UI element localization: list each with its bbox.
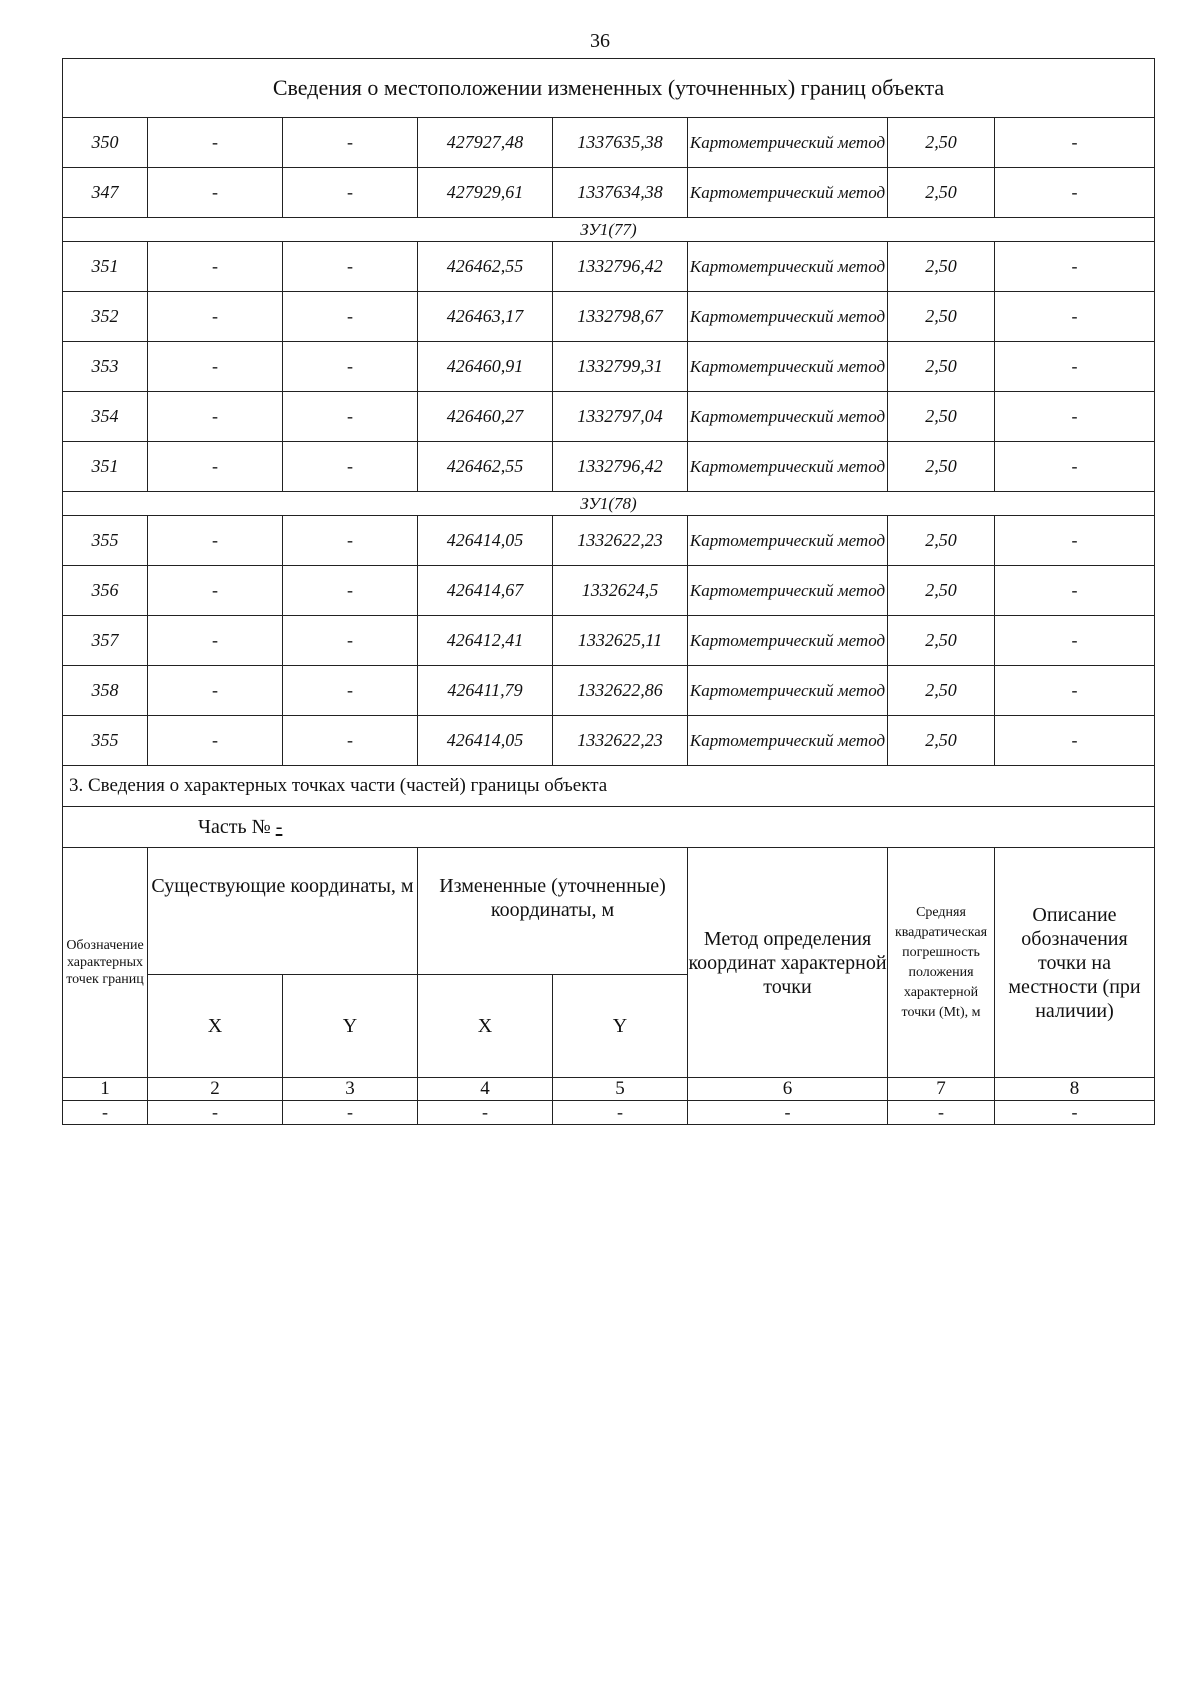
cell-ex-y: -: [283, 516, 418, 566]
rows-group-c: [63, 516, 1155, 766]
header-changed-y: Y: [553, 975, 688, 1078]
header-existing-y: Y: [283, 975, 418, 1078]
cell-method: Картометрический метод: [688, 616, 888, 666]
table-row: [63, 292, 1155, 342]
cell-y: 1337635,38: [553, 118, 688, 168]
cell-ex-y: -: [283, 392, 418, 442]
part-value: -: [275, 815, 283, 838]
cell-ex-x: -: [148, 616, 283, 666]
cell-mt: 2,50: [888, 342, 995, 392]
cell-y: 1337634,38: [553, 168, 688, 218]
cell-desc: -: [995, 168, 1155, 218]
cell-desc: -: [995, 566, 1155, 616]
cell-x: 426462,55: [418, 442, 553, 492]
cell-ex-y: -: [283, 666, 418, 716]
cell-desc: -: [995, 242, 1155, 292]
header-description: Описание обозначения точки на местности (при наличии): [995, 848, 1155, 1078]
cell-point: 350: [63, 118, 148, 168]
cell-ex-y: -: [283, 342, 418, 392]
cell-point: 347: [63, 168, 148, 218]
table-row: [63, 118, 1155, 168]
empty-cell-3: -: [283, 1101, 418, 1125]
table-row: [63, 242, 1155, 292]
cell-point: 351: [63, 242, 148, 292]
rows-group-b: [63, 242, 1155, 492]
cell-desc: -: [995, 516, 1155, 566]
cell-mt: 2,50: [888, 516, 995, 566]
part-row: [63, 807, 1155, 848]
section-title: Сведения о местоположении измененных (уточненных) границ объекта: [63, 59, 1155, 118]
cell-method: Картометрический метод: [688, 168, 888, 218]
cell-x: 427929,61: [418, 168, 553, 218]
cell-x: 427927,48: [418, 118, 553, 168]
header-existing-coords: Существующие координаты, м: [148, 848, 418, 975]
rows-group-a: [63, 118, 1155, 218]
cell-ex-x: -: [148, 342, 283, 392]
header-method: Метод определения координат характерной точки: [688, 848, 888, 1078]
cell-ex-y: -: [283, 616, 418, 666]
cell-desc: -: [995, 342, 1155, 392]
empty-cell-2: -: [148, 1101, 283, 1125]
cell-method: Картометрический метод: [688, 292, 888, 342]
header-mt: Средняя квадратическая погрешность положения характерной точки (Mt), м: [888, 848, 995, 1078]
header-existing-x: X: [148, 975, 283, 1078]
section3-title: 3. Сведения о характерных точках части (частей) границы объекта: [63, 766, 1155, 807]
table-row: [63, 566, 1155, 616]
column-number-8: 8: [995, 1078, 1155, 1101]
header-point-designation: Обозначение характерных точек границ: [63, 848, 148, 1078]
cell-ex-y: -: [283, 716, 418, 766]
cell-method: Картометрический метод: [688, 666, 888, 716]
cell-ex-x: -: [148, 118, 283, 168]
cell-desc: -: [995, 616, 1155, 666]
table-row: [63, 666, 1155, 716]
cell-method: Картометрический метод: [688, 242, 888, 292]
column-number-6: 6: [688, 1078, 888, 1101]
cell-mt: 2,50: [888, 292, 995, 342]
cell-ex-y: -: [283, 292, 418, 342]
cell-method: Картометрический метод: [688, 442, 888, 492]
table-row: [63, 616, 1155, 666]
cell-mt: 2,50: [888, 242, 995, 292]
cell-mt: 2,50: [888, 616, 995, 666]
cell-point: 357: [63, 616, 148, 666]
cell-desc: -: [995, 442, 1155, 492]
cell-point: 351: [63, 442, 148, 492]
cell-ex-y: -: [283, 566, 418, 616]
header-changed-coords: Измененные (уточненные) координаты, м: [418, 848, 688, 975]
table-row: [63, 392, 1155, 442]
cell-ex-x: -: [148, 716, 283, 766]
cell-y: 1332625,11: [553, 616, 688, 666]
table-row: [63, 168, 1155, 218]
cell-method: Картометрический метод: [688, 716, 888, 766]
cell-y: 1332796,42: [553, 242, 688, 292]
cell-mt: 2,50: [888, 666, 995, 716]
cell-y: 1332799,31: [553, 342, 688, 392]
page-number: 36: [590, 30, 610, 52]
empty-cell-8: -: [995, 1101, 1155, 1125]
table-row: [63, 342, 1155, 392]
cell-mt: 2,50: [888, 118, 995, 168]
cell-ex-y: -: [283, 118, 418, 168]
column-number-1: 1: [63, 1078, 148, 1101]
cell-method: Картометрический метод: [688, 566, 888, 616]
empty-cell-6: -: [688, 1101, 888, 1125]
cell-ex-x: -: [148, 168, 283, 218]
cell-method: Картометрический метод: [688, 118, 888, 168]
cell-point: 356: [63, 566, 148, 616]
column-numbers-row: [63, 1078, 1155, 1101]
table-row: [63, 716, 1155, 766]
cell-ex-x: -: [148, 666, 283, 716]
cell-x: 426460,27: [418, 392, 553, 442]
cell-x: 426414,05: [418, 516, 553, 566]
cell-x: 426414,05: [418, 716, 553, 766]
cell-x: 426414,67: [418, 566, 553, 616]
cell-point: 358: [63, 666, 148, 716]
cell-mt: 2,50: [888, 442, 995, 492]
cell-y: 1332797,04: [553, 392, 688, 442]
cell-x: 426411,79: [418, 666, 553, 716]
cell-method: Картометрический метод: [688, 392, 888, 442]
cell-y: 1332796,42: [553, 442, 688, 492]
cell-ex-y: -: [283, 168, 418, 218]
cell-x: 426460,91: [418, 342, 553, 392]
column-number-7: 7: [888, 1078, 995, 1101]
group-label-77: ЗУ1(77): [63, 218, 1155, 242]
table-row: [63, 442, 1155, 492]
cell-ex-x: -: [148, 292, 283, 342]
cell-point: 355: [63, 716, 148, 766]
cell-ex-x: -: [148, 566, 283, 616]
cell-desc: -: [995, 118, 1155, 168]
cell-desc: -: [995, 666, 1155, 716]
column-number-2: 2: [148, 1078, 283, 1101]
cell-mt: 2,50: [888, 566, 995, 616]
cell-mt: 2,50: [888, 392, 995, 442]
cell-y: 1332798,67: [553, 292, 688, 342]
boundary-table: [62, 58, 1155, 1125]
cell-ex-x: -: [148, 516, 283, 566]
cell-ex-x: -: [148, 242, 283, 292]
cell-y: 1332622,86: [553, 666, 688, 716]
cell-y: 1332622,23: [553, 516, 688, 566]
cell-desc: -: [995, 716, 1155, 766]
cell-desc: -: [995, 392, 1155, 442]
empty-cell-4: -: [418, 1101, 553, 1125]
empty-cell-5: -: [553, 1101, 688, 1125]
table-row: [63, 516, 1155, 566]
empty-cell-1: -: [63, 1101, 148, 1125]
cell-point: 353: [63, 342, 148, 392]
column-number-4: 4: [418, 1078, 553, 1101]
cell-mt: 2,50: [888, 168, 995, 218]
empty-cell-7: -: [888, 1101, 995, 1125]
cell-mt: 2,50: [888, 716, 995, 766]
cell-y: 1332624,5: [553, 566, 688, 616]
cell-method: Картометрический метод: [688, 516, 888, 566]
cell-x: 426412,41: [418, 616, 553, 666]
column-number-3: 3: [283, 1078, 418, 1101]
cell-desc: -: [995, 292, 1155, 342]
cell-point: 355: [63, 516, 148, 566]
cell-ex-x: -: [148, 442, 283, 492]
cell-ex-y: -: [283, 242, 418, 292]
cell-point: 354: [63, 392, 148, 442]
cell-method: Картометрический метод: [688, 342, 888, 392]
group-label-78: ЗУ1(78): [63, 492, 1155, 516]
cell-x: 426463,17: [418, 292, 553, 342]
cell-ex-y: -: [283, 442, 418, 492]
cell-x: 426462,55: [418, 242, 553, 292]
part-label: Часть №: [198, 815, 276, 838]
header-changed-x: X: [418, 975, 553, 1078]
cell-y: 1332622,23: [553, 716, 688, 766]
empty-data-row: [63, 1101, 1155, 1125]
column-number-5: 5: [553, 1078, 688, 1101]
cell-point: 352: [63, 292, 148, 342]
cell-ex-x: -: [148, 392, 283, 442]
